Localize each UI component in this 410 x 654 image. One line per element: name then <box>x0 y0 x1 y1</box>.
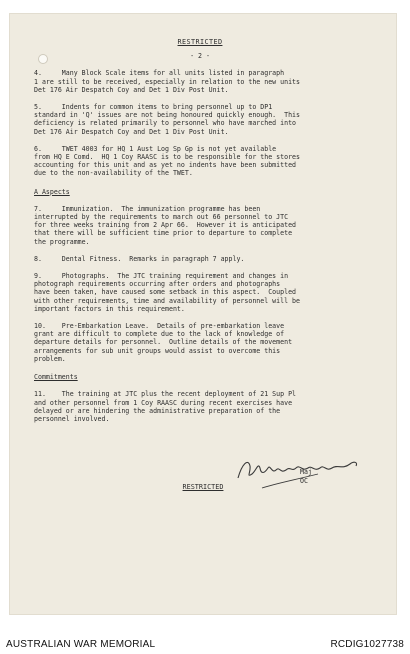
paragraph-line: with other requirements, time and availability of personnel will be <box>34 296 300 305</box>
section-heading-a-aspects: A Aspects <box>34 187 70 196</box>
paragraph-line: accounting for this unit and as yet no indents have been submitted <box>34 161 297 170</box>
paragraph <box>34 69 366 94</box>
classification-footer: RESTRICTED <box>182 483 224 491</box>
paragraph <box>34 205 366 246</box>
signatory-rank: Maj <box>300 468 312 476</box>
paragraph-line: 9. Photographs. The JTC training requirement and changes in <box>34 272 289 281</box>
paragraph <box>34 255 366 263</box>
paragraph-line: 4. Many Block Scale items for all units listed in paragraph <box>34 69 285 78</box>
paragraph-line: for three weeks training from 2 Apr 66. However it is anticipated <box>34 221 297 230</box>
page-number: - 2 - <box>190 52 210 61</box>
paragraph-line: personnel involved. <box>34 414 110 423</box>
section-heading-commitments: Commitments <box>34 373 78 382</box>
paragraph-line: photograph requirements occurring after orders and photographs <box>34 280 281 289</box>
paragraph <box>34 272 366 313</box>
paragraph-line: deficiency is related primarily to personnel who have marched into <box>34 119 297 128</box>
paragraph-line: problem. <box>34 354 66 363</box>
paragraph-line: and other personnel from 1 Coy RAASC during recent exercises have <box>34 398 293 407</box>
paragraph-line: departure details for personnel. Outline details of the movement <box>34 338 293 347</box>
paragraph-line: that there will be sufficient time prior to departure to complete <box>34 229 293 238</box>
paragraph-line: 7. Immunization. The immunization programme has been <box>34 204 261 213</box>
paragraph-line: 5. Indents for common items to bring personnel up to DP1 <box>34 103 273 112</box>
supply-paragraphs <box>34 69 366 177</box>
paragraph-line: important factors in this requirement. <box>34 304 185 313</box>
classification-header: RESTRICTED <box>177 38 223 46</box>
commitments-paragraphs <box>34 390 366 423</box>
paragraph <box>34 322 366 363</box>
archive-reference: RCDIG1027738 <box>330 639 404 650</box>
paragraph-line: 8. Dental Fitness. Remarks in paragraph 7 apply. <box>34 254 245 263</box>
paragraph <box>34 390 366 423</box>
archive-caption: AUSTRALIAN WAR MEMORIAL <box>6 639 156 650</box>
paragraph-line: due to the non-availability of the TWET. <box>34 169 193 178</box>
paragraph-line: interrupted by the requirements to march out 66 personnel to JTC <box>34 213 289 222</box>
paragraph-line: standard in 'Q' issues are not being honoured quickly enough. This <box>34 111 300 120</box>
paragraph-line: 6. TWET 4003 for HQ 1 Aust Log Sp Gp is not yet available <box>34 144 277 153</box>
a-aspects-paragraphs <box>34 205 366 363</box>
paragraph-line: the programme. <box>34 237 90 246</box>
paragraph-line: 11. The training at JTC plus the recent deployment of 21 Sup Pl <box>34 390 297 399</box>
paragraph-line: Det 176 Air Despatch Coy and Det 1 Div Post Unit. <box>34 85 229 94</box>
paragraph-line: 10. Pre-Embarkation Leave. Details of pre-embarkation leave <box>34 322 285 331</box>
paragraph-line: Det 176 Air Despatch Coy and Det 1 Div Post Unit. <box>34 127 229 136</box>
document-page <box>10 14 396 614</box>
paragraph-line: from HQ E Comd. HQ 1 Coy RAASC is to be responsible for the stores <box>34 153 300 162</box>
paragraph-line: arrangements for sub unit groups would assist to overcome this <box>34 346 281 355</box>
signatory-role: OC <box>300 477 308 485</box>
paragraph-line: have been taken, have caused some setback in this aspect. Coupled <box>34 288 297 297</box>
paragraph-line: grant are difficult to complete due to the lack of knowledge of <box>34 330 285 339</box>
paragraph-line: 1 are still to be received, especially in relation to the new units <box>34 77 300 86</box>
paragraph-line: delayed or are hindering the administrative preparation of the <box>34 406 281 415</box>
paragraph <box>34 103 366 136</box>
document-body <box>34 38 366 423</box>
paragraph <box>34 145 366 178</box>
